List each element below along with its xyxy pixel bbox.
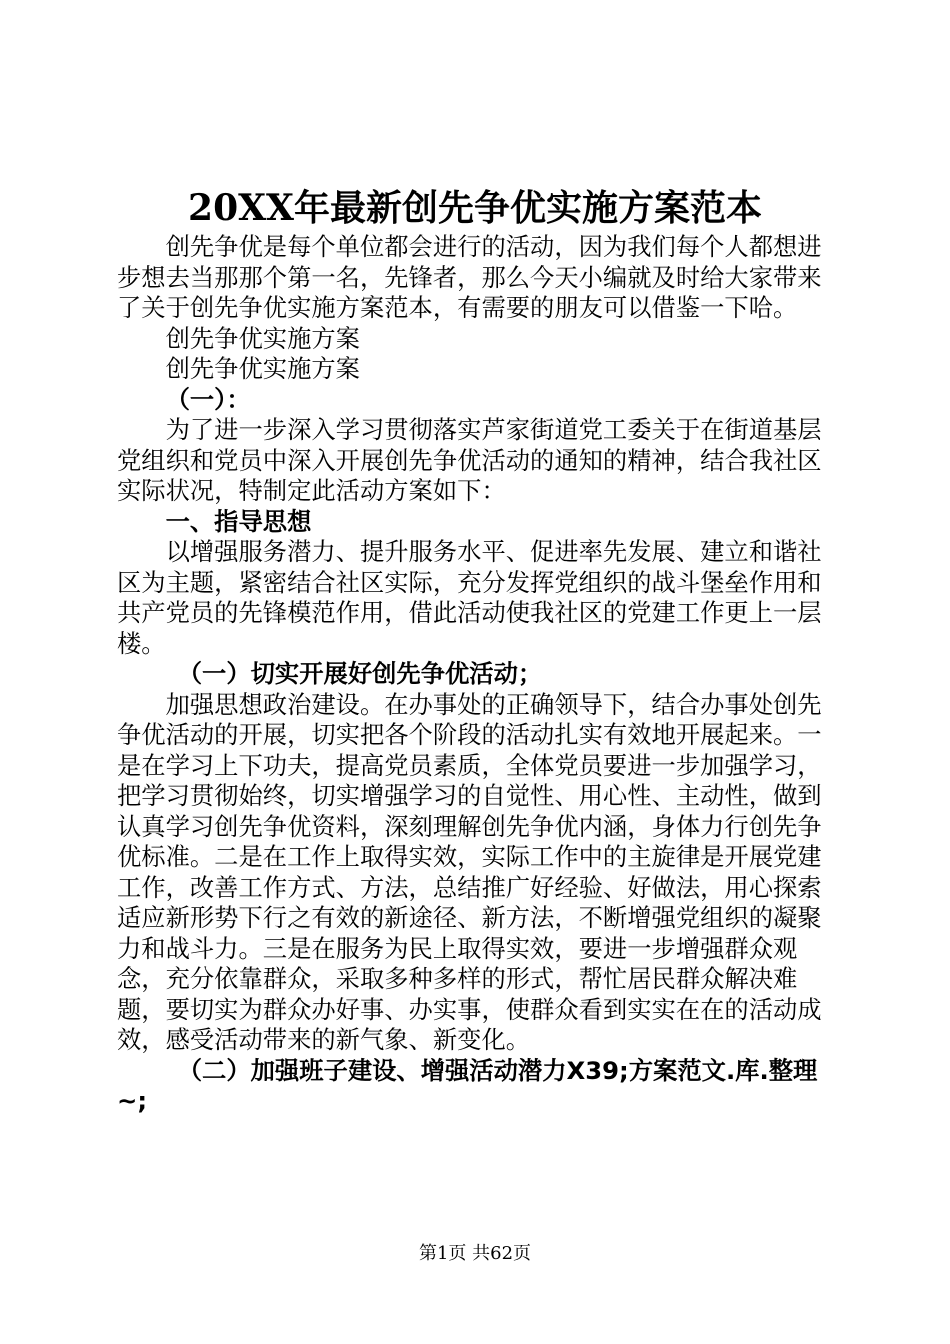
subtitle-line: 创先争优实施方案 <box>165 323 360 353</box>
body-paragraph: 以增强服务潜力、提升服务水平、促进率先发展、建立和谐社区为主题，紧密结合社区实际，充分发挥党组织的战斗堡垒作用和共产党员的先锋模范作用，借此活动使我社区的党建工作更上一层楼。 <box>117 537 822 658</box>
subsection-heading: （二）加强班子建设、增强活动潜力X39;方案范文.库.整理~; <box>117 1055 818 1115</box>
section-heading: 一、指导思想 <box>165 506 312 536</box>
body-paragraph: 为了进一步深入学习贯彻落实芦家街道党工委关于在街道基层党组织和党员中深入开展创先争优活动的通知的精神，结合我社区实际状况，特制定此活动方案如下： <box>117 415 822 505</box>
subsection-heading: （一）切实开展好创先争优活动； <box>177 659 543 688</box>
subtitle-line: 创先争优实施方案 <box>165 354 360 383</box>
intro-paragraph: 创先争优是每个单位都会进行的活动，因为我们每个人都想进步想去当那那个第一名，先锋者，那么今天小编就及时给大家带来了关于创先争优实施方案范本，有需要的朋友可以借鉴一下哈。 <box>117 232 822 322</box>
document-body <box>117 232 832 1117</box>
page-footer: 第1页 共62页 <box>418 1243 532 1264</box>
section-marker: （一）： <box>165 384 251 414</box>
body-paragraph: 加强思想政治建设。在办事处的正确领导下，结合办事处创先争优活动的开展，切实把各个阶段的活动扎实有效地开展起来。一是在学习上下功夫，提高党员素质，全体党员要进一步加强学习，把学习贯彻始终，切实增强学习的自觉性、用心性、主动性，做到认真学习创先争优资料，深刻理解创先争优内涵，身体力行创先争优标准。二是在工作上取得实效，实际工作中的主旋律是开展党建工作，改善工作方式、方法，总结推广好经验、好做法，用心探索适应新形势下行之有效的新途径、新方法，不断增强党组织的凝聚力和战斗力。三是在服务为民上取得实效，要进一步增强群众观念，充分依靠群众，采取多种多样的形式，帮忙居民群众解决难题，要切实为群众办好事、办实事，使群众看到实实在在的活动成效，感受活动带来的新气象、新变化。 <box>117 689 822 1054</box>
document-title: 20XX年最新创先争优实施方案范本 <box>188 187 762 229</box>
